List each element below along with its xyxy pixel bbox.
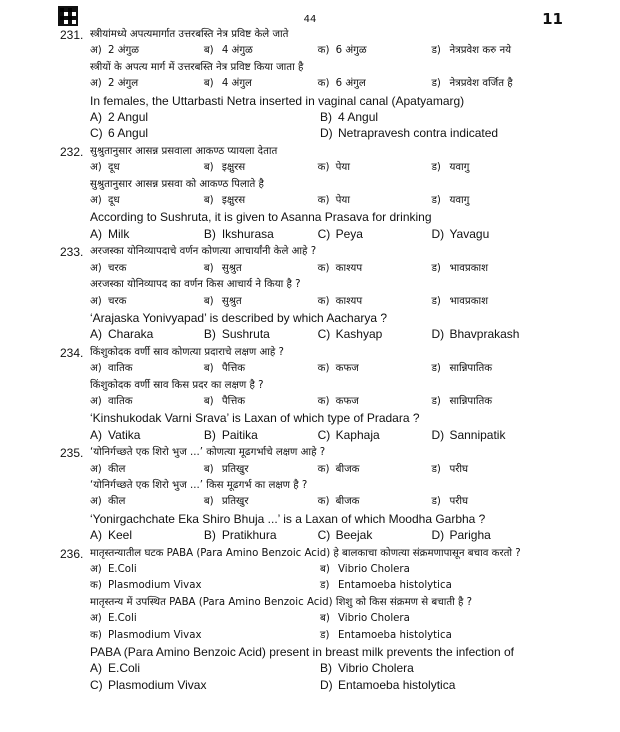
option-b[interactable]	[320, 562, 550, 578]
option-label: ब)	[203, 78, 214, 90]
option-label: क)	[317, 195, 330, 207]
option-label: D)	[431, 226, 445, 241]
option-label: D)	[431, 327, 445, 342]
option-text: कफज	[335, 395, 359, 407]
option-a[interactable]	[90, 611, 320, 627]
option-label: C)	[90, 677, 103, 692]
option-label: अ)	[90, 363, 102, 375]
option-label: B)	[203, 528, 216, 543]
option-text: नेत्रप्रवेश वर्जित है	[449, 78, 513, 90]
option-c[interactable]	[318, 294, 432, 310]
option-b[interactable]	[204, 326, 318, 342]
option-text: बीजक	[335, 463, 360, 475]
option-d[interactable]	[431, 394, 570, 410]
option-label: A)	[90, 110, 102, 125]
question-text: सुश्रुतानुसार आसन्न प्रसवाला आकण्ठ प्यायला देतात	[90, 145, 278, 157]
option-a[interactable]	[90, 294, 204, 310]
option-text: 6 अंगुल	[335, 78, 366, 90]
option-text: परीघ	[449, 496, 469, 508]
option-text: 4 Angul	[338, 110, 379, 125]
options-english	[60, 527, 570, 543]
option-label: ब)	[203, 463, 214, 475]
option-text: पेया	[335, 162, 350, 174]
question-stem-hindi	[60, 177, 570, 193]
option-a[interactable]	[90, 660, 320, 676]
option-b[interactable]	[204, 294, 318, 310]
option-text: Bhavprakash	[449, 327, 520, 342]
option-text: Plasmodium Vivax	[108, 629, 202, 641]
options-marathi	[60, 361, 570, 377]
option-label: A)	[90, 528, 102, 543]
option-c[interactable]	[318, 427, 432, 443]
option-label: क)	[317, 463, 330, 475]
option-label: क)	[317, 78, 330, 90]
question-stem-marathi	[60, 445, 570, 461]
option-c[interactable]	[318, 43, 432, 59]
options-hindi	[60, 611, 570, 644]
option-text: Beejak	[335, 528, 373, 543]
question-text: अरजस्का योनिव्यापदाचे वर्णन कोणत्या आचार्यांनी केले आहे ?	[90, 246, 317, 258]
option-a[interactable]	[90, 527, 204, 543]
option-c[interactable]	[318, 394, 432, 410]
option-text: Ikshurasa	[221, 226, 274, 241]
options-english	[60, 427, 570, 443]
option-text: Vibrio Cholera	[338, 661, 414, 676]
option-a[interactable]	[90, 394, 204, 410]
option-text: Keel	[108, 528, 133, 543]
option-label: ड)	[431, 45, 441, 57]
option-label: B)	[203, 226, 216, 241]
option-label: क)	[317, 262, 330, 274]
option-label: D)	[431, 427, 445, 442]
question-stem-marathi	[60, 27, 570, 43]
options-english	[60, 109, 570, 142]
option-text: नेत्रप्रवेश करु नये	[449, 45, 512, 57]
options-hindi	[60, 394, 570, 410]
option-c[interactable]	[318, 527, 432, 543]
option-c[interactable]	[318, 261, 432, 277]
question-text: किंशुकोदक वर्णी स्राव किस प्रदर का लक्षण है ?	[90, 379, 264, 391]
option-label: अ)	[90, 564, 102, 575]
option-a[interactable]	[90, 109, 320, 125]
option-text: Plasmodium Vivax	[108, 580, 202, 592]
question-stem-english	[60, 644, 570, 660]
question-stem-english	[60, 310, 570, 326]
option-text: Peya	[335, 226, 363, 241]
option-d[interactable]	[431, 494, 570, 510]
option-c[interactable]	[90, 677, 320, 693]
option-d[interactable]	[431, 160, 570, 176]
option-label: क)	[317, 395, 330, 407]
option-label: ड)	[431, 162, 441, 174]
option-text: पैत्तिक	[221, 395, 246, 407]
options-marathi	[60, 562, 570, 595]
question-stem-english	[60, 511, 570, 527]
question-stem-marathi	[60, 244, 570, 260]
option-label: ड)	[431, 78, 441, 90]
option-label: ड)	[431, 395, 441, 407]
option-label: A)	[90, 226, 102, 241]
question-text: In females, the Uttarbasti Netra inserted in vaginal canal (Apatyamarg)	[90, 93, 465, 108]
option-d[interactable]	[320, 125, 550, 141]
option-text: 6 अंगुळ	[335, 45, 367, 57]
option-text: सान्निपातिक	[449, 363, 493, 375]
option-text: चरक	[108, 262, 127, 274]
option-b[interactable]	[320, 611, 550, 627]
option-c[interactable]	[318, 361, 432, 377]
question-stem-hindi	[60, 378, 570, 394]
question-stem-hindi	[60, 478, 570, 494]
option-label: ब)	[203, 45, 214, 57]
question-text: ‘Yonirgachchate Eka Shiro Bhuja ...’ is a Laxan of which Moodha Garbha ?	[90, 511, 486, 526]
option-label: B)	[203, 427, 216, 442]
option-text: वातिक	[108, 363, 133, 375]
options-english	[60, 226, 570, 242]
option-d[interactable]	[320, 578, 550, 594]
option-text: Pratikhura	[221, 528, 277, 543]
options-hindi	[60, 76, 570, 92]
option-label: ब)	[203, 162, 214, 174]
option-d[interactable]	[431, 527, 570, 543]
option-label: B)	[320, 110, 332, 125]
option-label: D)	[320, 677, 333, 692]
question-text: ‘योनिर्गच्छते एक शिरो भुज ...’ कोणत्या मूढगर्भाचे लक्षण आहे ?	[90, 447, 326, 459]
option-c[interactable]	[90, 578, 320, 594]
option-d[interactable]	[431, 76, 570, 92]
option-b[interactable]	[320, 109, 550, 125]
option-label: क)	[317, 496, 330, 508]
option-text: इक्षुरस	[221, 195, 246, 207]
question-list	[60, 27, 570, 695]
option-text: 4 अंगुळ	[221, 45, 253, 57]
page-number: 44	[303, 14, 317, 25]
option-text: E.Coli	[108, 564, 137, 575]
option-c[interactable]	[318, 326, 432, 342]
option-label: ड)	[431, 195, 441, 207]
option-text: 2 अंगुल	[108, 78, 139, 90]
option-text: इक्षुरस	[221, 162, 246, 174]
option-text: काश्यप	[335, 295, 363, 307]
option-a[interactable]	[90, 261, 204, 277]
option-c[interactable]	[318, 462, 432, 478]
option-label: C)	[317, 427, 331, 442]
option-b[interactable]	[204, 76, 318, 92]
option-text: दूध	[108, 195, 120, 207]
option-text: Entamoeba histolytica	[338, 580, 452, 592]
options-hindi	[60, 294, 570, 310]
option-b[interactable]	[204, 427, 318, 443]
option-a[interactable]	[90, 193, 204, 209]
option-d[interactable]	[320, 677, 550, 693]
option-label: क)	[90, 580, 102, 592]
option-label: A)	[90, 327, 102, 342]
option-d[interactable]	[431, 462, 570, 478]
option-label: B)	[203, 327, 216, 342]
option-text: E.Coli	[108, 661, 141, 676]
options-marathi	[60, 462, 570, 478]
option-a[interactable]	[90, 427, 204, 443]
option-label: अ)	[90, 395, 102, 407]
question-item	[60, 546, 570, 694]
option-label: D)	[431, 528, 445, 543]
option-text: सुश्रुत	[221, 262, 242, 274]
option-text: Sannipatik	[449, 427, 506, 442]
question-stem-hindi	[60, 595, 570, 611]
option-text: Kashyap	[335, 327, 383, 342]
option-label: ब)	[203, 363, 214, 375]
option-b[interactable]	[204, 394, 318, 410]
options-english	[60, 326, 570, 342]
option-label: ड)	[431, 295, 441, 307]
question-number: 236.	[60, 546, 84, 561]
option-a[interactable]	[90, 562, 320, 578]
option-b[interactable]	[204, 361, 318, 377]
option-label: ब)	[320, 613, 330, 625]
question-number: 235.	[60, 446, 84, 461]
option-b[interactable]	[204, 261, 318, 277]
option-b[interactable]	[204, 43, 318, 59]
option-b[interactable]	[204, 226, 318, 242]
option-label: क)	[317, 45, 330, 57]
option-a[interactable]	[90, 76, 204, 92]
option-label: ब)	[203, 295, 214, 307]
option-b[interactable]	[204, 527, 318, 543]
option-label: C)	[317, 327, 331, 342]
option-text: Vibrio Cholera	[338, 613, 410, 625]
option-label: ब)	[203, 195, 214, 207]
option-label: अ)	[90, 162, 102, 174]
question-text: मातृस्तन्य में उपस्थित PABA (Para Amino Benzoic Acid) शिशु को किस संक्रमण से बचाती है ?	[90, 596, 473, 608]
question-text: सुश्रुतानुसार आसन्न प्रसवा को आकण्ठ पिलाते है	[90, 178, 264, 190]
option-text: पेया	[335, 195, 350, 207]
option-label: अ)	[90, 262, 102, 274]
option-d[interactable]	[320, 628, 550, 644]
option-text: वातिक	[108, 395, 133, 407]
paper-code: 11	[542, 10, 563, 28]
option-label: ब)	[203, 395, 214, 407]
question-stem-hindi	[60, 60, 570, 76]
option-label: क)	[317, 295, 330, 307]
option-b[interactable]	[204, 494, 318, 510]
option-text: यवागु	[449, 195, 470, 207]
options-english	[60, 660, 570, 693]
option-label: ड)	[431, 363, 441, 375]
option-label: ब)	[320, 564, 330, 575]
option-text: भावप्रकाश	[449, 295, 489, 307]
option-text: कील	[108, 463, 126, 475]
question-text: ‘योनिर्गच्छते एक शिरो भुज ...’ किस मूढगर्भ का लक्षण है ?	[90, 479, 308, 491]
option-text: E.Coli	[108, 613, 137, 625]
option-label: A)	[90, 427, 102, 442]
option-text: Entamoeba histolytica	[338, 677, 456, 692]
option-d[interactable]	[431, 361, 570, 377]
option-b[interactable]	[204, 193, 318, 209]
option-text: Netrapravesh contra indicated	[338, 126, 499, 141]
options-hindi	[60, 494, 570, 510]
question-number: 234.	[60, 345, 84, 360]
question-stem-marathi	[60, 546, 570, 562]
question-item	[60, 445, 570, 543]
option-text: Vibrio Cholera	[338, 564, 410, 575]
option-label: ड)	[431, 262, 441, 274]
option-text: 4 अंगुल	[221, 78, 252, 90]
question-stem-marathi	[60, 144, 570, 160]
question-stem-english	[60, 410, 570, 426]
option-text: भावप्रकाश	[449, 262, 489, 274]
option-label: A)	[90, 661, 102, 676]
question-item	[60, 244, 570, 342]
option-a[interactable]	[90, 494, 204, 510]
option-label: क)	[317, 363, 330, 375]
option-label: अ)	[90, 613, 102, 625]
option-text: परीघ	[449, 463, 469, 475]
option-d[interactable]	[431, 43, 570, 59]
question-text: अरजस्का योनिव्यापद का वर्णन किस आचार्य ने किया है ?	[90, 279, 301, 291]
option-text: सुश्रुत	[221, 295, 242, 307]
option-label: ड)	[320, 629, 330, 641]
question-stem-marathi	[60, 345, 570, 361]
option-d[interactable]	[431, 226, 570, 242]
option-label: C)	[317, 226, 331, 241]
option-text: प्रतिखुर	[221, 463, 249, 475]
option-text: 2 अंगुळ	[108, 45, 139, 57]
option-text: Paitika	[221, 427, 258, 442]
options-marathi	[60, 43, 570, 59]
option-text: काश्यप	[335, 262, 363, 274]
option-text: Milk	[108, 226, 130, 241]
option-text: 6 Angul	[108, 126, 149, 141]
option-a[interactable]	[90, 361, 204, 377]
option-c[interactable]	[90, 628, 320, 644]
option-label: D)	[320, 126, 333, 141]
question-text: PABA (Para Amino Benzoic Acid) present in breast milk prevents the infection of	[90, 645, 514, 660]
question-number: 231.	[60, 28, 84, 42]
question-text: ‘Arajaska Yonivyapad’ is described by which Aacharya ?	[90, 310, 388, 325]
option-label: अ)	[90, 195, 102, 207]
question-stem-hindi	[60, 277, 570, 293]
option-text: दूध	[108, 162, 120, 174]
question-text: According to Sushruta, it is given to Asanna Prasava for drinking	[90, 210, 432, 225]
option-label: C)	[317, 528, 331, 543]
question-text: किंशुकोदक वर्णी स्राव कोणत्या प्रदाराचे लक्षण आहे ?	[90, 346, 284, 358]
option-a[interactable]	[90, 462, 204, 478]
option-b[interactable]	[320, 660, 550, 676]
option-text: Vatika	[108, 427, 141, 442]
option-text: यवागु	[449, 162, 470, 174]
option-a[interactable]	[90, 326, 204, 342]
option-label: क)	[317, 162, 330, 174]
option-d[interactable]	[431, 427, 570, 443]
option-text: कील	[108, 496, 126, 508]
option-text: प्रतिखुर	[221, 496, 249, 508]
option-b[interactable]	[204, 160, 318, 176]
option-label: B)	[320, 661, 332, 676]
option-d[interactable]	[431, 326, 570, 342]
option-d[interactable]	[431, 294, 570, 310]
option-label: ब)	[203, 262, 214, 274]
option-text: पैत्तिक	[221, 363, 246, 375]
question-item	[60, 345, 570, 443]
option-label: अ)	[90, 78, 102, 90]
option-d[interactable]	[431, 193, 570, 209]
option-text: Charaka	[108, 327, 154, 342]
option-label: क)	[90, 629, 102, 641]
option-c[interactable]	[318, 76, 432, 92]
option-label: ड)	[431, 496, 441, 508]
option-c[interactable]	[90, 125, 320, 141]
question-item	[60, 144, 570, 242]
option-a[interactable]	[90, 160, 204, 176]
option-text: Plasmodium Vivax	[108, 677, 207, 692]
option-label: C)	[90, 126, 103, 141]
option-text: Sushruta	[221, 327, 270, 342]
question-text: स्त्रीयों के अपत्य मार्ग में उत्तरबस्ति नेत्र प्रविष्ट किया जाता है	[90, 61, 304, 73]
option-label: ड)	[320, 580, 330, 592]
option-d[interactable]	[431, 261, 570, 277]
question-item	[60, 27, 570, 142]
option-text: चरक	[108, 295, 127, 307]
option-c[interactable]	[318, 160, 432, 176]
options-marathi	[60, 261, 570, 277]
option-a[interactable]	[90, 43, 204, 59]
option-text: सान्निपातिक	[449, 395, 493, 407]
option-c[interactable]	[318, 494, 432, 510]
question-number: 232.	[60, 144, 84, 159]
options-marathi	[60, 160, 570, 176]
option-text: Yavagu	[449, 226, 490, 241]
option-text: 2 Angul	[108, 110, 149, 125]
option-label: ड)	[431, 463, 441, 475]
question-text: मातृस्तन्यातील घटक PABA (Para Amino Benzoic Acid) हे बालकाचा कोणत्या संक्रमणापासून बचाव करतो ?	[90, 547, 521, 559]
options-hindi	[60, 193, 570, 209]
question-stem-english	[60, 209, 570, 225]
option-text: Kaphaja	[335, 427, 380, 442]
question-stem-english	[60, 93, 570, 109]
question-text: ‘Kinshukodak Varni Srava’ is Laxan of which type of Pradara ?	[90, 411, 420, 426]
option-label: अ)	[90, 463, 102, 475]
option-text: Entamoeba histolytica	[338, 629, 452, 641]
option-label: अ)	[90, 45, 102, 57]
option-text: बीजक	[335, 496, 360, 508]
question-number: 233.	[60, 245, 84, 260]
option-a[interactable]	[90, 226, 204, 242]
option-b[interactable]	[204, 462, 318, 478]
option-label: ब)	[203, 496, 214, 508]
option-text: Parigha	[449, 528, 491, 543]
option-text: कफज	[335, 363, 359, 375]
option-label: अ)	[90, 496, 102, 508]
question-text: स्त्रीयांमध्ये अपत्यमार्गात उत्तरबस्ति नेत्र प्रविष्ट केले जाते	[90, 29, 289, 40]
option-c[interactable]	[318, 226, 432, 242]
option-c[interactable]	[318, 193, 432, 209]
option-label: अ)	[90, 295, 102, 307]
